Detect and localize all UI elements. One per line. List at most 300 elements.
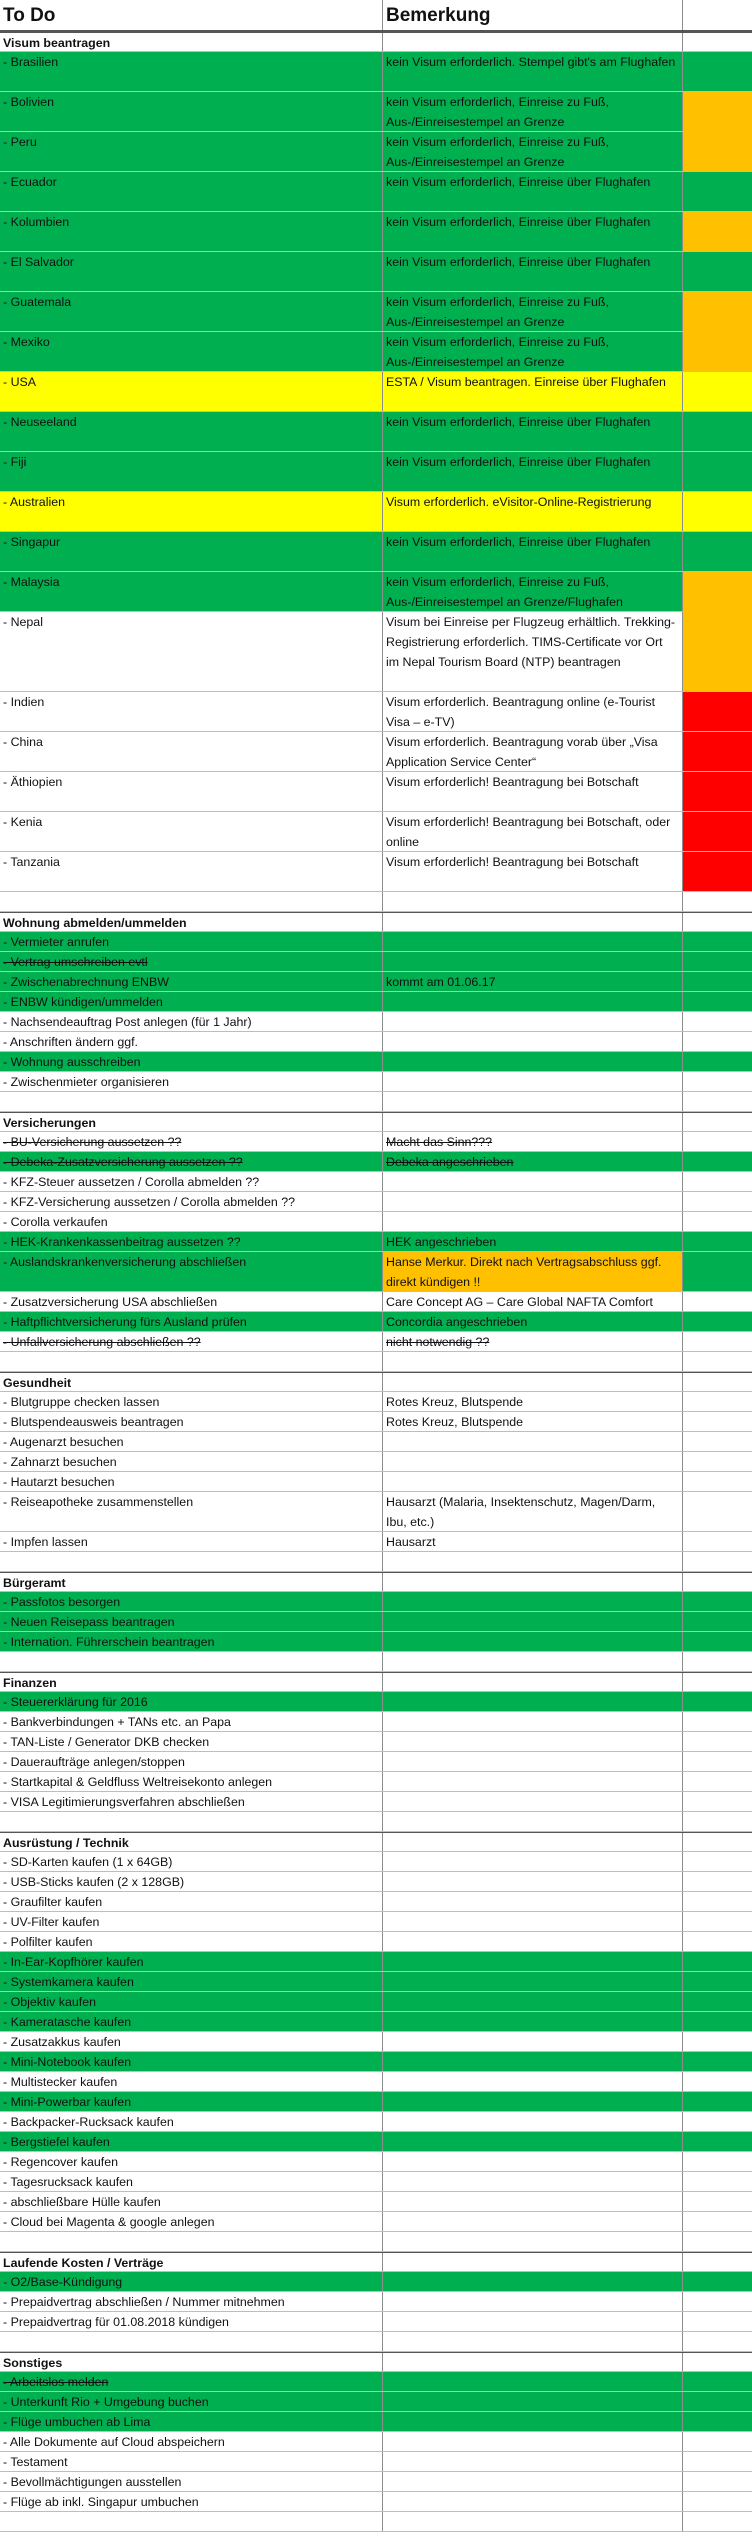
status-cell[interactable] [683,2272,752,2291]
empty-cell[interactable] [683,1373,752,1391]
empty-cell[interactable] [0,2332,383,2351]
task-cell[interactable]: - Kenia [0,812,383,851]
task-cell[interactable]: - Mini-Powerbar kaufen [0,2092,383,2111]
empty-cell[interactable] [383,2332,683,2351]
note-cell[interactable] [383,2412,683,2431]
status-cell[interactable] [683,1332,752,1351]
status-cell[interactable] [683,1752,752,1771]
note-cell[interactable] [383,1952,683,1971]
status-cell[interactable] [683,1012,752,1031]
task-cell[interactable]: - Arbeitslos melden [0,2372,383,2391]
note-cell[interactable]: kein Visum erforderlich, Einreise über Flughafen [383,412,683,451]
empty-cell[interactable] [383,33,683,51]
status-cell[interactable] [683,1992,752,2011]
note-cell[interactable]: kein Visum erforderlich, Einreise über Flughafen [383,212,683,251]
status-cell[interactable] [683,52,752,91]
status-cell[interactable] [683,492,752,531]
empty-cell[interactable] [683,913,752,931]
note-cell[interactable]: Visum erforderlich! Beantragung bei Botschaft, oder online [383,812,683,851]
note-cell[interactable] [383,2432,683,2451]
note-cell[interactable] [383,1892,683,1911]
empty-cell[interactable] [0,1812,383,1831]
status-cell[interactable] [683,1852,752,1871]
status-cell[interactable] [683,1732,752,1751]
status-cell[interactable] [683,852,752,891]
note-cell[interactable]: kein Visum erforderlich, Einreise zu Fuß, Aus-/Einreisestempel an Grenze [383,332,683,371]
note-cell[interactable] [383,1752,683,1771]
note-cell[interactable] [383,1792,683,1811]
task-cell[interactable]: - Flüge umbuchen ab Lima [0,2412,383,2431]
status-cell[interactable] [683,292,752,331]
empty-cell[interactable] [383,2512,683,2531]
status-cell[interactable] [683,2392,752,2411]
section-title[interactable]: Finanzen [0,1673,383,1691]
note-cell[interactable]: kein Visum erforderlich. Stempel gibt's am Flughafen [383,52,683,91]
note-cell[interactable]: kein Visum erforderlich, Einreise zu Fuß, Aus-/Einreisestempel an Grenze/Flughafen [383,572,683,611]
task-cell[interactable]: - Nepal [0,612,383,691]
note-cell[interactable] [383,2472,683,2491]
status-cell[interactable] [683,2412,752,2431]
status-cell[interactable] [683,2312,752,2331]
note-cell[interactable] [383,2152,683,2171]
task-cell[interactable]: - Kolumbien [0,212,383,251]
status-cell[interactable] [683,572,752,611]
task-cell[interactable]: - Peru [0,132,383,171]
status-cell[interactable] [683,2192,752,2211]
empty-cell[interactable] [383,1373,683,1391]
empty-cell[interactable] [383,892,683,911]
task-cell[interactable]: - Neuseeland [0,412,383,451]
note-cell[interactable] [383,1732,683,1751]
empty-cell[interactable] [683,1833,752,1851]
empty-cell[interactable] [383,1552,683,1571]
status-cell[interactable] [683,1892,752,1911]
status-cell[interactable] [683,1692,752,1711]
task-cell[interactable]: - Unterkunft Rio + Umgebung buchen [0,2392,383,2411]
status-cell[interactable] [683,132,752,171]
note-cell[interactable] [383,1472,683,1491]
task-cell[interactable]: - Corolla verkaufen [0,1212,383,1231]
task-cell[interactable]: - Tanzania [0,852,383,891]
note-cell[interactable]: Hausarzt (Malaria, Insektenschutz, Magen/Darm, Ibu, etc.) [383,1492,683,1531]
task-cell[interactable]: - VISA Legitimierungsverfahren abschließen [0,1792,383,1811]
note-cell[interactable]: Concordia angeschrieben [383,1312,683,1331]
task-cell[interactable]: - Regencover kaufen [0,2152,383,2171]
status-cell[interactable] [683,2052,752,2071]
note-cell[interactable] [383,1932,683,1951]
empty-cell[interactable] [683,1652,752,1671]
status-cell[interactable] [683,1932,752,1951]
status-cell[interactable] [683,1492,752,1531]
empty-cell[interactable] [683,1673,752,1691]
status-cell[interactable] [683,1052,752,1071]
note-cell[interactable] [383,1452,683,1471]
empty-cell[interactable] [683,1352,752,1371]
task-cell[interactable]: - Zwischenabrechnung ENBW [0,972,383,991]
empty-cell[interactable] [383,913,683,931]
empty-cell[interactable] [683,892,752,911]
status-cell[interactable] [683,1712,752,1731]
task-cell[interactable]: - UV-Filter kaufen [0,1912,383,1931]
task-cell[interactable]: - Backpacker-Rucksack kaufen [0,2112,383,2131]
status-cell[interactable] [683,972,752,991]
status-cell[interactable] [683,1152,752,1171]
status-cell[interactable] [683,1072,752,1091]
task-cell[interactable]: - Fiji [0,452,383,491]
note-cell[interactable] [383,1772,683,1791]
task-cell[interactable]: - Australien [0,492,383,531]
status-cell[interactable] [683,612,752,691]
note-cell[interactable]: kein Visum erforderlich, Einreise zu Fuß, Aus-/Einreisestempel an Grenze [383,292,683,331]
note-cell[interactable] [383,2392,683,2411]
status-cell[interactable] [683,452,752,491]
status-cell[interactable] [683,1212,752,1231]
task-cell[interactable]: - Guatemala [0,292,383,331]
task-cell[interactable]: - Multistecker kaufen [0,2072,383,2091]
task-cell[interactable]: - Passfotos besorgen [0,1592,383,1611]
note-cell[interactable] [383,1072,683,1091]
note-cell[interactable] [383,2372,683,2391]
note-cell[interactable] [383,1712,683,1731]
status-cell[interactable] [683,1872,752,1891]
section-title[interactable]: Wohnung abmelden/ummelden [0,913,383,931]
empty-cell[interactable] [383,1352,683,1371]
note-cell[interactable] [383,1972,683,1991]
status-cell[interactable] [683,332,752,371]
section-title[interactable]: Visum beantragen [0,33,383,51]
note-cell[interactable]: kein Visum erforderlich, Einreise über Flughafen [383,452,683,491]
note-cell[interactable] [383,1692,683,1711]
note-cell[interactable] [383,1172,683,1191]
status-cell[interactable] [683,1192,752,1211]
status-cell[interactable] [683,952,752,971]
status-cell[interactable] [683,2092,752,2111]
task-cell[interactable]: - Prepaidvertrag für 01.08.2018 kündigen [0,2312,383,2331]
task-cell[interactable]: - Impfen lassen [0,1532,383,1551]
status-cell[interactable] [683,2432,752,2451]
task-cell[interactable]: - Singapur [0,532,383,571]
status-cell[interactable] [683,1292,752,1311]
section-title[interactable]: Versicherungen [0,1113,383,1131]
note-cell[interactable] [383,2212,683,2231]
task-cell[interactable]: - Blutgruppe checken lassen [0,1392,383,1411]
note-cell[interactable] [383,2032,683,2051]
note-cell[interactable] [383,1912,683,1931]
note-cell[interactable] [383,2492,683,2511]
task-cell[interactable]: - Augenarzt besuchen [0,1432,383,1451]
task-cell[interactable]: - Testament [0,2452,383,2471]
status-cell[interactable] [683,1432,752,1451]
status-cell[interactable] [683,1632,752,1651]
empty-cell[interactable] [383,2253,683,2271]
note-cell[interactable]: kein Visum erforderlich, Einreise über Flughafen [383,172,683,211]
status-cell[interactable] [683,2212,752,2231]
status-cell[interactable] [683,2152,752,2171]
task-cell[interactable]: - KFZ-Versicherung aussetzen / Corolla abmelden ?? [0,1192,383,1211]
note-cell[interactable]: Rotes Kreuz, Blutspende [383,1392,683,1411]
empty-cell[interactable] [383,1652,683,1671]
empty-cell[interactable] [0,1352,383,1371]
status-column-header[interactable] [683,0,752,30]
status-cell[interactable] [683,2012,752,2031]
task-cell[interactable]: - KFZ-Steuer aussetzen / Corolla abmelden ?? [0,1172,383,1191]
empty-cell[interactable] [683,1573,752,1591]
task-cell[interactable]: - Bankverbindungen + TANs etc. an Papa [0,1712,383,1731]
status-cell[interactable] [683,732,752,771]
note-cell[interactable] [383,2092,683,2111]
note-cell[interactable]: Care Concept AG – Care Global NAFTA Comfort [383,1292,683,1311]
note-cell[interactable] [383,1212,683,1231]
task-cell[interactable]: - Mexiko [0,332,383,371]
task-cell[interactable]: - Neuen Reisepass beantragen [0,1612,383,1631]
task-cell[interactable]: - Reiseapotheke zusammenstellen [0,1492,383,1531]
note-cell[interactable] [383,1612,683,1631]
todo-column-header[interactable]: To Do [0,0,383,30]
status-cell[interactable] [683,1412,752,1431]
status-cell[interactable] [683,772,752,811]
task-cell[interactable]: - Brasilien [0,52,383,91]
empty-cell[interactable] [0,2232,383,2251]
note-cell[interactable]: kommt am 01.06.17 [383,972,683,991]
status-cell[interactable] [683,1912,752,1931]
empty-cell[interactable] [383,1113,683,1131]
status-cell[interactable] [683,2372,752,2391]
task-cell[interactable]: - O2/Base-Kündigung [0,2272,383,2291]
empty-cell[interactable] [683,1812,752,1831]
status-cell[interactable] [683,2072,752,2091]
task-cell[interactable]: - Graufilter kaufen [0,1892,383,1911]
empty-cell[interactable] [683,2253,752,2271]
note-cell[interactable] [383,1852,683,1871]
empty-cell[interactable] [683,33,752,51]
status-cell[interactable] [683,1972,752,1991]
empty-cell[interactable] [383,1673,683,1691]
empty-cell[interactable] [383,1573,683,1591]
task-cell[interactable]: - Prepaidvertrag abschließen / Nummer mitnehmen [0,2292,383,2311]
status-cell[interactable] [683,1772,752,1791]
note-cell[interactable] [383,2192,683,2211]
note-cell[interactable]: kein Visum erforderlich, Einreise über Flughafen [383,252,683,291]
task-cell[interactable]: - Debeka-Zusatzversicherung aussetzen ?? [0,1152,383,1171]
status-cell[interactable] [683,172,752,211]
status-cell[interactable] [683,1532,752,1551]
note-cell[interactable]: kein Visum erforderlich, Einreise über Flughafen [383,532,683,571]
note-cell[interactable] [383,2052,683,2071]
empty-cell[interactable] [0,1552,383,1571]
task-cell[interactable]: - Anschriften ändern ggf. [0,1032,383,1051]
empty-cell[interactable] [683,1552,752,1571]
status-cell[interactable] [683,932,752,951]
status-cell[interactable] [683,1132,752,1151]
task-cell[interactable]: - Objektiv kaufen [0,1992,383,2011]
note-cell[interactable] [383,1592,683,1611]
task-cell[interactable]: - Flüge ab inkl. Singapur umbuchen [0,2492,383,2511]
task-cell[interactable]: - Polfilter kaufen [0,1932,383,1951]
task-cell[interactable]: - El Salvador [0,252,383,291]
note-cell[interactable] [383,2452,683,2471]
status-cell[interactable] [683,2492,752,2511]
empty-cell[interactable] [383,1092,683,1111]
note-cell[interactable]: Visum bei Einreise per Flugzeug erhältlich. Trekking-Registrierung erforderlich. TIMS-Certificate vor Ort im Nepal Tourism Board (NTP) beantragen [383,612,683,691]
note-cell[interactable]: Visum erforderlich. Beantragung online (e-Tourist Visa – e-TV) [383,692,683,731]
task-cell[interactable]: - abschließbare Hülle kaufen [0,2192,383,2211]
task-cell[interactable]: - SD-Karten kaufen (1 x 64GB) [0,1852,383,1871]
task-cell[interactable]: - Nachsendeauftrag Post anlegen (für 1 Jahr) [0,1012,383,1031]
empty-cell[interactable] [683,2353,752,2371]
status-cell[interactable] [683,812,752,851]
task-cell[interactable]: - Indien [0,692,383,731]
empty-cell[interactable] [383,1833,683,1851]
section-title[interactable]: Laufende Kosten / Verträge [0,2253,383,2271]
note-cell[interactable] [383,2012,683,2031]
task-cell[interactable]: - Cloud bei Magenta & google anlegen [0,2212,383,2231]
empty-cell[interactable] [683,2232,752,2251]
task-cell[interactable]: - Malaysia [0,572,383,611]
status-cell[interactable] [683,692,752,731]
note-cell[interactable] [383,1192,683,1211]
status-cell[interactable] [683,1172,752,1191]
note-cell[interactable] [383,2312,683,2331]
status-cell[interactable] [683,1952,752,1971]
task-cell[interactable]: - Bevollmächtigungen ausstellen [0,2472,383,2491]
note-cell[interactable]: HEK angeschrieben [383,1232,683,1251]
status-cell[interactable] [683,1452,752,1471]
task-cell[interactable]: - USB-Sticks kaufen (2 x 128GB) [0,1872,383,1891]
note-cell[interactable] [383,2112,683,2131]
section-title[interactable]: Ausrüstung / Technik [0,1833,383,1851]
status-cell[interactable] [683,252,752,291]
task-cell[interactable]: - Internation. Führerschein beantragen [0,1632,383,1651]
empty-cell[interactable] [0,1652,383,1671]
status-cell[interactable] [683,2172,752,2191]
note-cell[interactable] [383,952,683,971]
note-cell[interactable]: kein Visum erforderlich, Einreise zu Fuß, Aus-/Einreisestempel an Grenze [383,92,683,131]
note-cell[interactable]: Visum erforderlich! Beantragung bei Botschaft [383,852,683,891]
note-cell[interactable] [383,2172,683,2191]
status-cell[interactable] [683,412,752,451]
task-cell[interactable]: - In-Ear-Kopfhörer kaufen [0,1952,383,1971]
note-column-header[interactable]: Bemerkung [383,0,683,30]
note-cell[interactable]: Visum erforderlich. Beantragung vorab über „Visa Application Service Center“ [383,732,683,771]
status-cell[interactable] [683,1612,752,1631]
status-cell[interactable] [683,1312,752,1331]
note-cell[interactable]: Hausarzt [383,1532,683,1551]
task-cell[interactable]: - Haftpflichtversicherung fürs Ausland prüfen [0,1312,383,1331]
status-cell[interactable] [683,1252,752,1291]
task-cell[interactable]: - Vermieter anrufen [0,932,383,951]
status-cell[interactable] [683,1792,752,1811]
empty-cell[interactable] [0,892,383,911]
status-cell[interactable] [683,2132,752,2151]
task-cell[interactable]: - Startkapital & Geldfluss Weltreisekonto anlegen [0,1772,383,1791]
task-cell[interactable]: - Kameratasche kaufen [0,2012,383,2031]
note-cell[interactable] [383,2292,683,2311]
status-cell[interactable] [683,2452,752,2471]
note-cell[interactable] [383,1872,683,1891]
task-cell[interactable]: - Bolivien [0,92,383,131]
note-cell[interactable]: Debeka angeschrieben [383,1152,683,1171]
task-cell[interactable]: - ENBW kündigen/ummelden [0,992,383,1011]
empty-cell[interactable] [683,1092,752,1111]
task-cell[interactable]: - Äthiopien [0,772,383,811]
note-cell[interactable]: kein Visum erforderlich, Einreise zu Fuß, Aus-/Einreisestempel an Grenze [383,132,683,171]
status-cell[interactable] [683,1232,752,1251]
task-cell[interactable]: - BU-Versicherung aussetzen ?? [0,1132,383,1151]
note-cell[interactable] [383,1632,683,1651]
task-cell[interactable]: - Mini-Notebook kaufen [0,2052,383,2071]
note-cell[interactable] [383,932,683,951]
note-cell[interactable] [383,1432,683,1451]
note-cell[interactable]: Macht das Sinn??? [383,1132,683,1151]
note-cell[interactable] [383,2272,683,2291]
task-cell[interactable]: - TAN-Liste / Generator DKB checken [0,1732,383,1751]
status-cell[interactable] [683,92,752,131]
note-cell[interactable] [383,992,683,1011]
note-cell[interactable] [383,1012,683,1031]
task-cell[interactable]: - China [0,732,383,771]
task-cell[interactable]: - Hautarzt besuchen [0,1472,383,1491]
status-cell[interactable] [683,1392,752,1411]
status-cell[interactable] [683,1592,752,1611]
section-title[interactable]: Bürgeramt [0,1573,383,1591]
note-cell[interactable]: nicht notwendig ?? [383,1332,683,1351]
note-cell[interactable] [383,2132,683,2151]
task-cell[interactable]: - HEK-Krankenkassenbeitrag aussetzen ?? [0,1232,383,1251]
note-cell[interactable]: ESTA / Visum beantragen. Einreise über Flughafen [383,372,683,411]
empty-cell[interactable] [0,2512,383,2531]
task-cell[interactable]: - USA [0,372,383,411]
task-cell[interactable]: - Ecuador [0,172,383,211]
task-cell[interactable]: - Zwischenmieter organisieren [0,1072,383,1091]
empty-cell[interactable] [683,2512,752,2531]
status-cell[interactable] [683,1472,752,1491]
empty-cell[interactable] [0,1092,383,1111]
task-cell[interactable]: - Bergstiefel kaufen [0,2132,383,2151]
task-cell[interactable]: - Auslandskrankenversicherung abschließen [0,1252,383,1291]
section-title[interactable]: Gesundheit [0,1373,383,1391]
empty-cell[interactable] [383,2232,683,2251]
note-cell[interactable]: Hanse Merkur. Direkt nach Vertragsabschluss ggf. direkt kündigen !! [383,1252,683,1291]
task-cell[interactable]: - Zusatzakkus kaufen [0,2032,383,2051]
task-cell[interactable]: - Daueraufträge anlegen/stoppen [0,1752,383,1771]
empty-cell[interactable] [683,1113,752,1131]
task-cell[interactable]: - Systemkamera kaufen [0,1972,383,1991]
task-cell[interactable]: - Zusatzversicherung USA abschließen [0,1292,383,1311]
status-cell[interactable] [683,1032,752,1051]
task-cell[interactable]: - Steuererklärung für 2016 [0,1692,383,1711]
task-cell[interactable]: - Zahnarzt besuchen [0,1452,383,1471]
task-cell[interactable]: - Alle Dokumente auf Cloud abspeichern [0,2432,383,2451]
empty-cell[interactable] [683,2332,752,2351]
section-title[interactable]: Sonstiges [0,2353,383,2371]
status-cell[interactable] [683,992,752,1011]
status-cell[interactable] [683,532,752,571]
note-cell[interactable]: Rotes Kreuz, Blutspende [383,1412,683,1431]
note-cell[interactable]: Visum erforderlich! Beantragung bei Botschaft [383,772,683,811]
note-cell[interactable] [383,1032,683,1051]
note-cell[interactable] [383,2072,683,2091]
note-cell[interactable]: Visum erforderlich. eVisitor-Online-Registrierung [383,492,683,531]
status-cell[interactable] [683,2292,752,2311]
note-cell[interactable] [383,1052,683,1071]
task-cell[interactable]: - Wohnung ausschreiben [0,1052,383,1071]
task-cell[interactable]: - Unfallversicherung abschließen ?? [0,1332,383,1351]
status-cell[interactable] [683,2472,752,2491]
status-cell[interactable] [683,2112,752,2131]
empty-cell[interactable] [383,2353,683,2371]
task-cell[interactable]: - Vertrag umschreiben evtl [0,952,383,971]
task-cell[interactable]: - Tagesrucksack kaufen [0,2172,383,2191]
